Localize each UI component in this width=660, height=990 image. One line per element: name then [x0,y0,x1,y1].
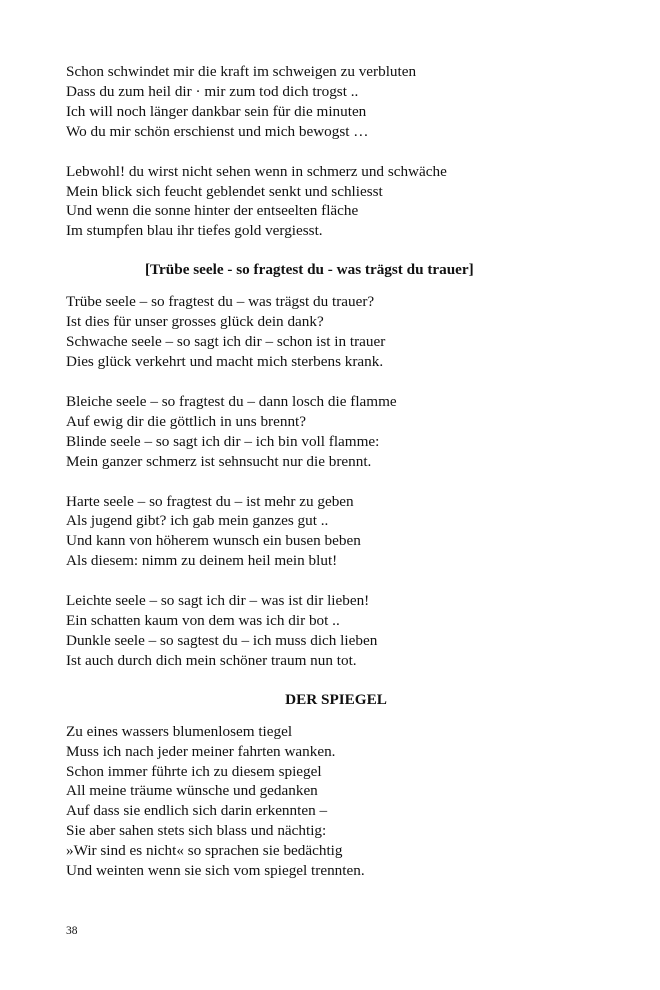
poem-title: DER SPIEGEL [285,690,387,708]
verse-line: Auf ewig dir die göttlich in uns brennt? [66,412,306,430]
verse-line: Ist dies für unser grosses glück dein dank? [66,313,324,331]
stanza [66,492,596,572]
verse-line: Und weinten wenn sie sich vom spiegel trennten. [66,862,365,880]
stanza-gap [66,571,596,591]
verse-line: Mein ganzer schmerz ist sehnsucht nur die brennt. [66,452,372,470]
verse-line: Blinde seele – so sagt ich dir – ich bin voll flamme: [66,432,380,450]
verse-line: Auf dass sie endlich sich darin erkennten – [66,802,328,820]
verse-line: Als jugend gibt? ich gab mein ganzes gut .. [66,512,329,530]
verse-line: Schon schwindet mir die kraft im schweigen zu verbluten [66,63,417,80]
verse-line: Mein blick sich feucht geblendet senkt und schliesst [66,182,383,200]
verse-line: Und wenn die sonne hinter der entseelten fläche [66,202,359,220]
verse-line: Dies glück verkehrt und macht mich sterbens krank. [66,352,384,370]
verse-line: Trübe seele – so fragtest du – was trägst du trauer? [66,293,375,311]
verse-line: »Wir sind es nicht« so sprachen sie bedächtig [66,842,343,860]
verse-line: Schon immer führte ich zu diesem spiegel [66,762,322,780]
stanza-gap [66,372,596,392]
stanza [66,591,596,671]
verse-line: Im stumpfen blau ihr tiefes gold vergiesst. [66,222,323,240]
stanza-gap [66,472,596,492]
verse-line: Lebwohl! du wirst nicht sehen wenn in schmerz und schwäche [66,162,447,180]
verse-line: Und kann von höherem wunsch ein busen beben [66,532,361,550]
page-number: 38 [66,925,78,937]
stanza [66,392,596,472]
verse-line: Bleiche seele – so fragtest du – dann losch die flamme [66,392,397,410]
verse-line: Dass du zum heil dir · mir zum tod dich trogst .. [66,82,359,100]
verse-line: Ich will noch länger dankbar sein für die minuten [66,102,367,120]
verse-line: Sie aber sahen stets sich blass und nächtig: [66,822,327,840]
verse-line: Schwache seele – so sagt ich dir – schon ist in trauer [66,333,386,351]
verse-line: All meine träume wünsche und gedanken [66,782,318,800]
verse-line: Leichte seele – so sagt ich dir – was ist dir lieben! [66,592,370,610]
verse-line: Harte seele – so fragtest du – ist mehr zu geben [66,492,354,510]
verse-line: Als diesem: nimm zu deinem heil mein blut! [66,552,338,570]
poem-der-spiegel [66,690,596,881]
verse-line: Ist auch durch dich mein schöner traum nun tot. [66,651,357,669]
verse-line: Wo du mir schön erschienst und mich bewogst … [66,122,369,140]
verse-line: Zu eines wassers blumenlosem tiegel [66,722,293,740]
poem-title: [Trübe seele - so fragtest du - was trägst du trauer] [145,261,474,279]
stanza [66,162,596,242]
page-content [66,62,596,881]
poem-truebe-seele [66,260,596,671]
stanza [66,62,596,142]
stanza [66,722,596,881]
stanza-gap [66,142,596,162]
stanza [66,292,596,372]
verse-line: Muss ich nach jeder meiner fahrten wanken. [66,742,336,760]
poem-continuation [66,62,596,241]
verse-line: Ein schatten kaum von dem was ich dir bot .. [66,612,340,630]
verse-line: Dunkle seele – so sagtest du – ich muss dich lieben [66,631,378,649]
